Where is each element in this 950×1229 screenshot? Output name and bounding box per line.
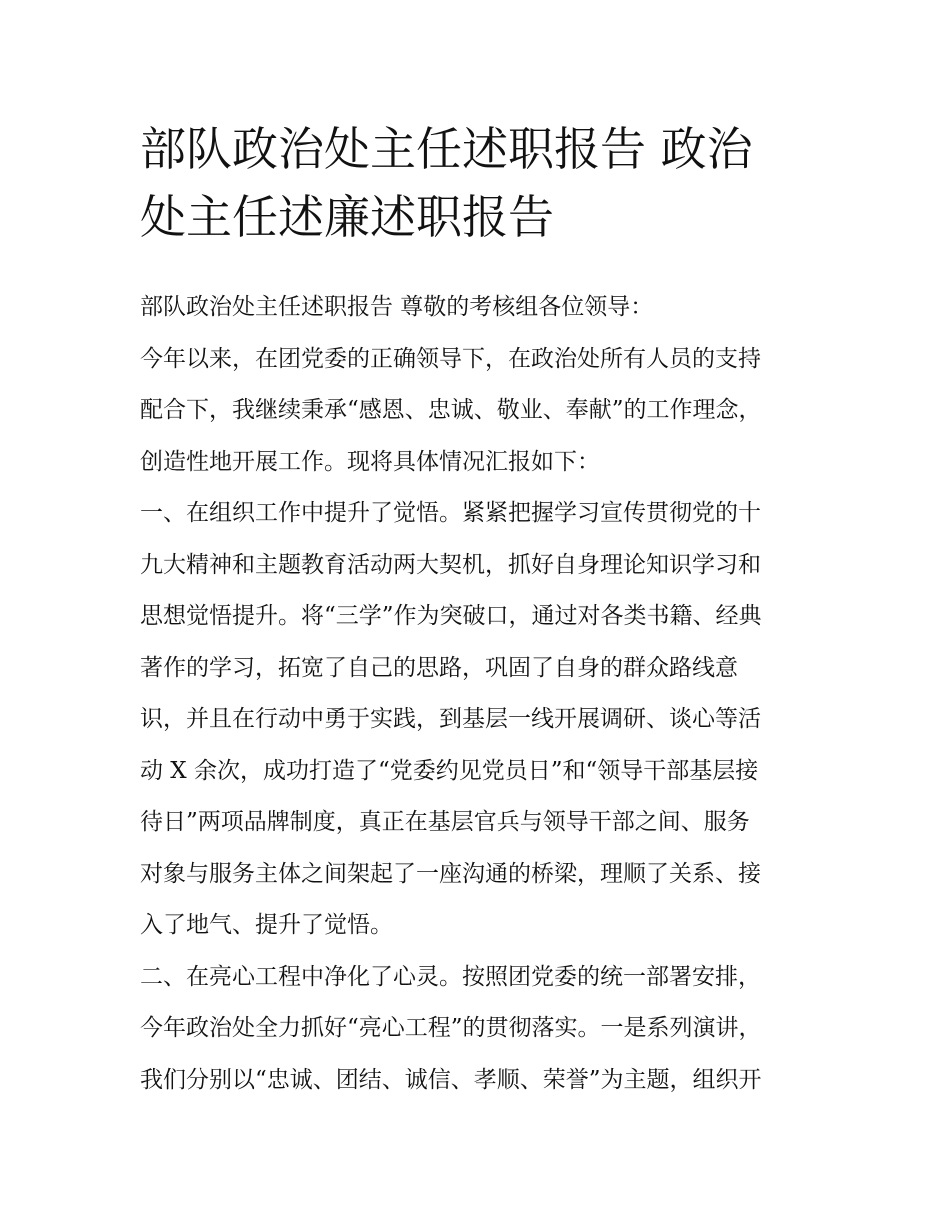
- document-body: [140, 282, 820, 1106]
- body-line: 部队政治处主任述职报告 尊敬的考核组各位领导：: [140, 294, 654, 320]
- body-line: 思想觉悟提升。将“三学”作为突破口，通过对各类书籍、经典: [140, 603, 762, 629]
- body-line: 九大精神和主题教育活动两大契机，抓好自身理论知识学习和: [140, 551, 761, 578]
- body-line: 我们分别以“忠诚、团结、诚信、孝顺、荣誉”为主题，组织开: [140, 1066, 762, 1093]
- body-line: 入了地气、提升了觉悟。: [140, 912, 393, 938]
- title-line: 处主任述廉述职报告: [140, 190, 554, 244]
- body-line: 待日”两项品牌制度，真正在基层官兵与领导干部之间、服务: [140, 809, 750, 835]
- title-line: 部队政治处主任述职报告 政治: [140, 122, 753, 176]
- body-line: 著作的学习，拓宽了自己的思路，巩固了自身的群众路线意: [140, 654, 738, 681]
- body-line: 配合下，我继续秉承“感恩、忠诚、敬业、奉献”的工作理念，: [140, 397, 762, 423]
- body-line: 今年政治处全力抓好“亮心工程”的贯彻落实。一是系列演讲，: [140, 1015, 762, 1041]
- body-line: 一、在组织工作中提升了觉悟。紧紧把握学习宣传贯彻党的十: [140, 500, 761, 526]
- body-line: 动 X 余次，成功打造了“党委约见党员日”和“领导干部基层接: [140, 757, 759, 784]
- body-line: 对象与服务主体之间架起了一座沟通的桥梁，理顺了关系、接: [140, 860, 761, 887]
- document-title: [140, 115, 820, 251]
- body-line: 创造性地开展工作。现将具体情况汇报如下：: [140, 448, 600, 475]
- body-line: 今年以来，在团党委的正确领导下，在政治处所有人员的支持: [140, 345, 761, 372]
- body-line: 二、在亮心工程中净化了心灵。按照团党委的统一部署安排，: [140, 963, 761, 990]
- body-line: 识，并且在行动中勇于实践，到基层一线开展调研、谈心等活: [140, 706, 761, 732]
